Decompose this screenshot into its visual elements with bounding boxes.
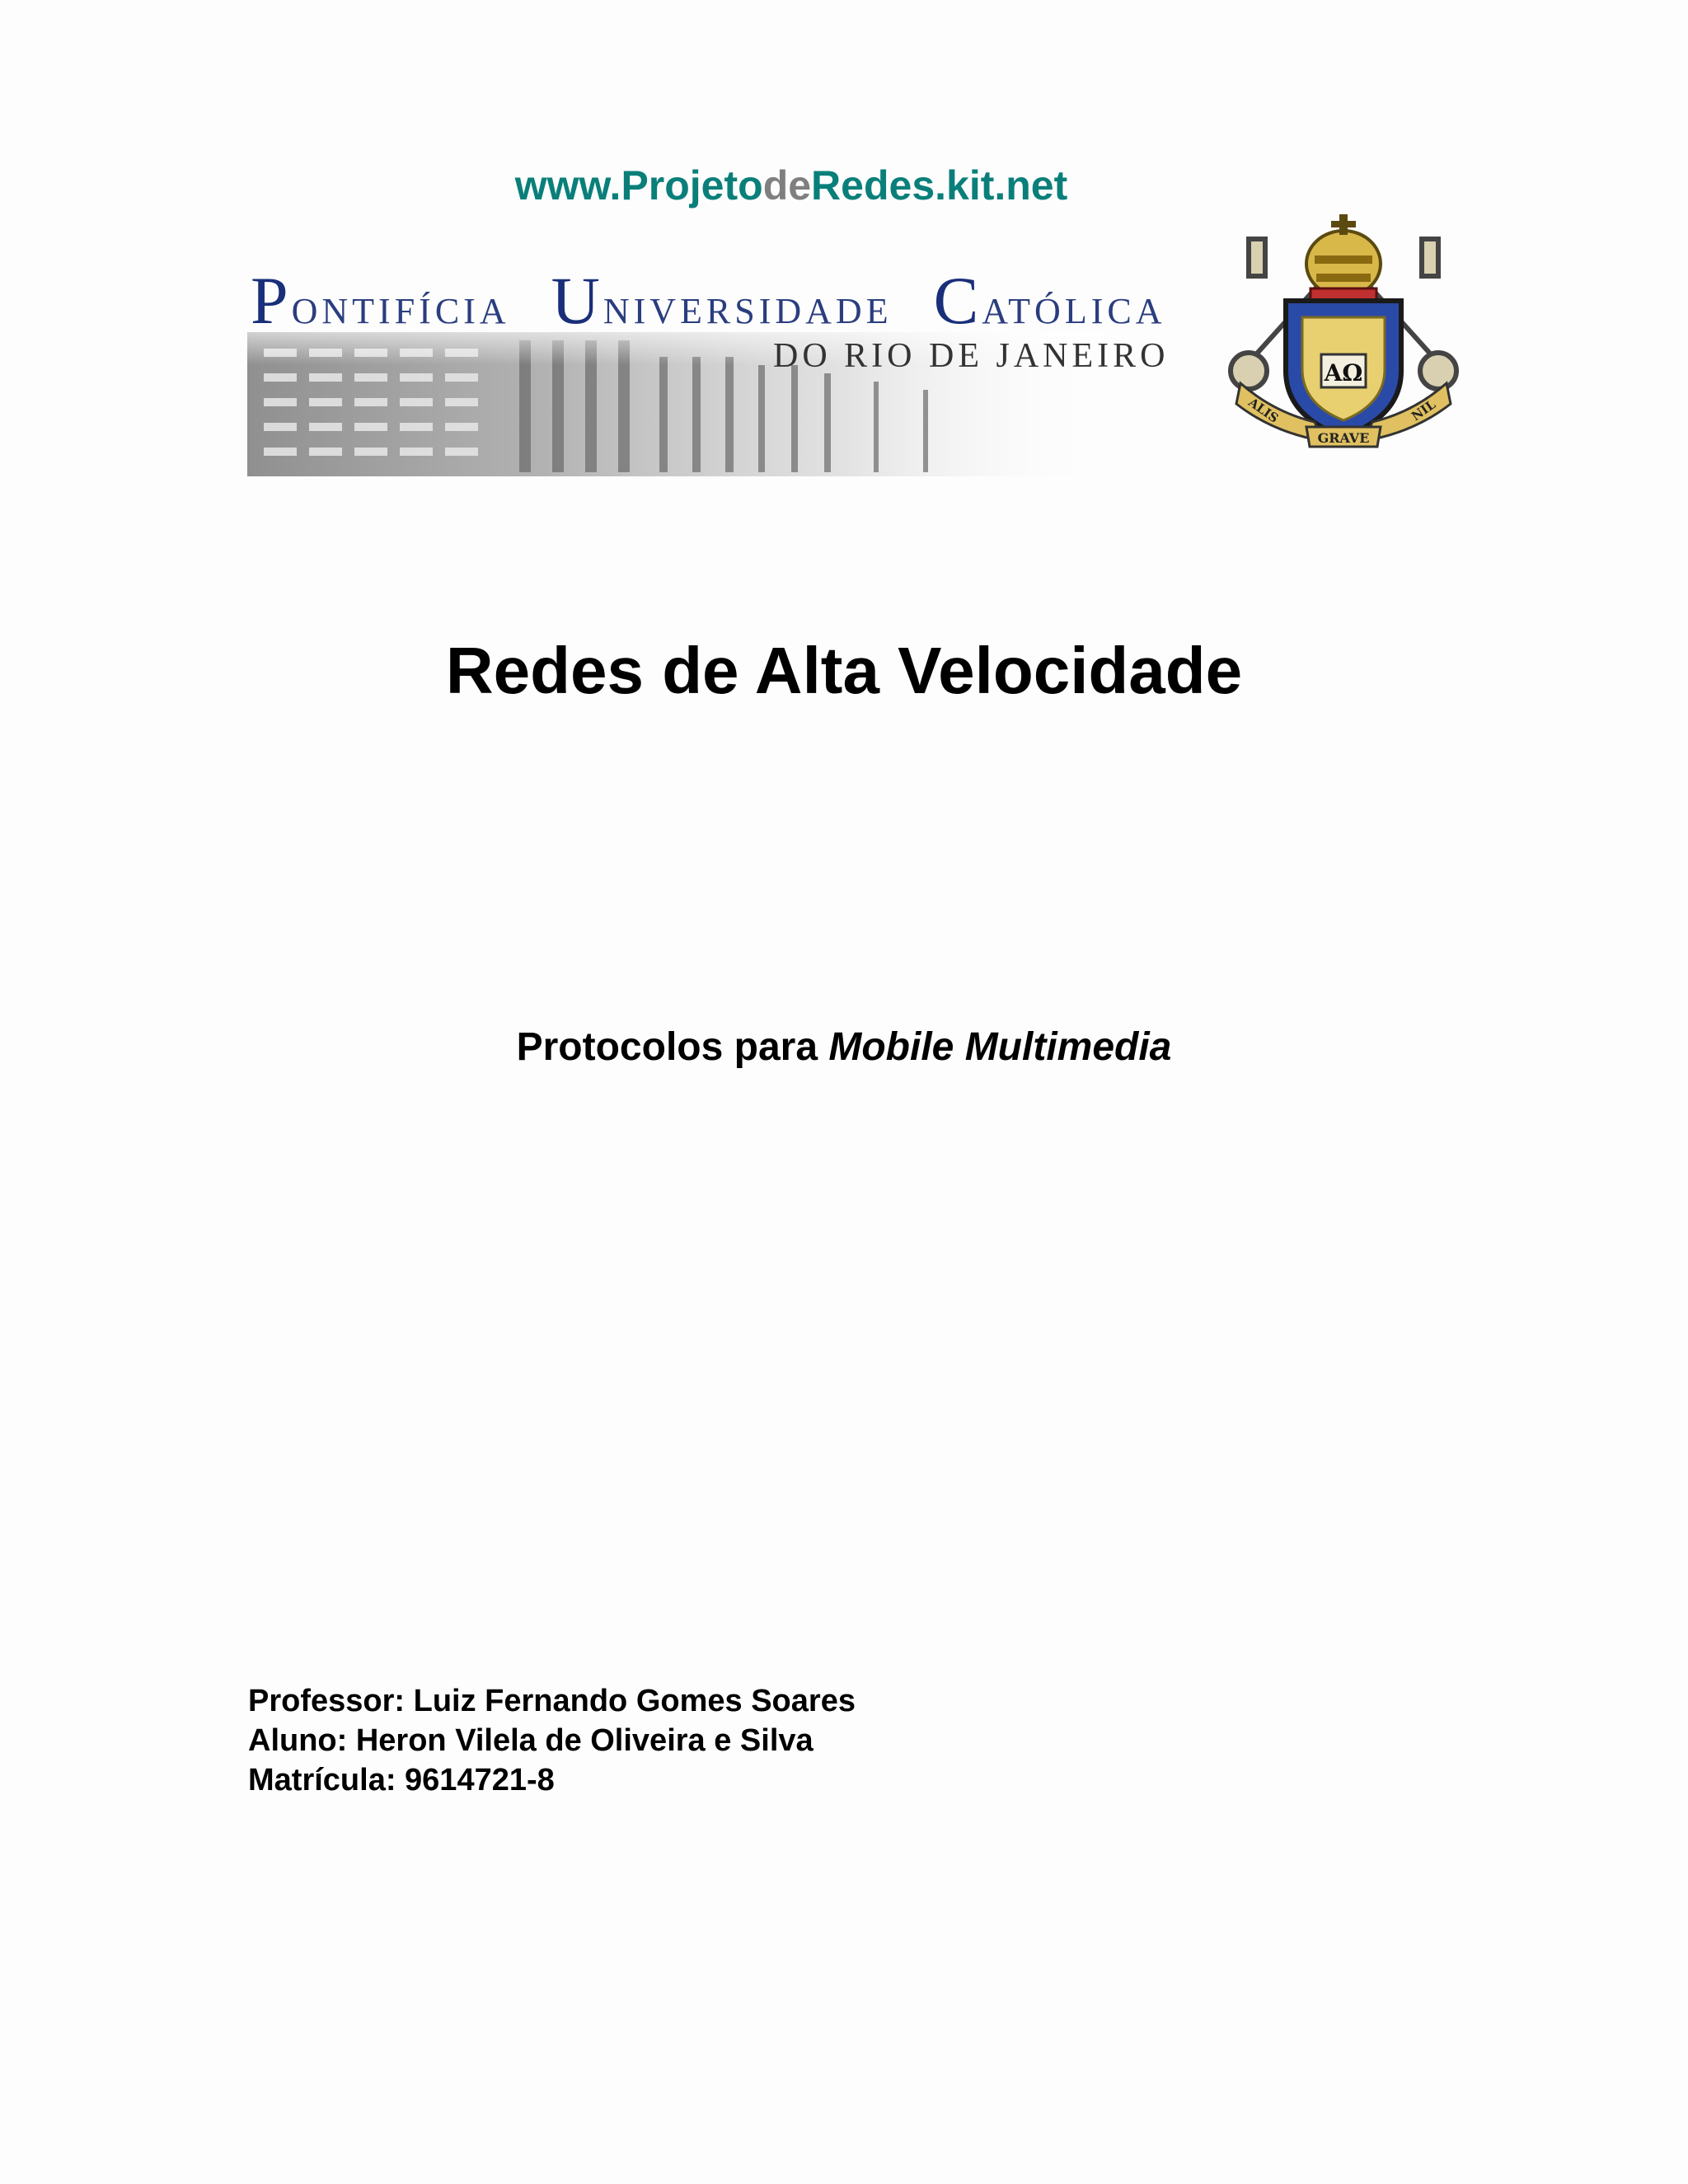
subtitle-italic: Mobile Multimedia [828, 1025, 1172, 1069]
site-url [0, 162, 1582, 209]
registration-line: Matrícula: 9614721-8 [248, 1763, 555, 1797]
document-subtitle [0, 1024, 1688, 1070]
site-url-prefix: www.Projeto [514, 162, 763, 209]
pontificia-rest: ONTIFÍCIA [291, 291, 510, 331]
motto-right: NIL [1409, 396, 1439, 424]
university-crest-icon [1224, 206, 1463, 453]
university-name [251, 262, 1165, 340]
document-title: Redes de Alta Velocidade [445, 634, 1243, 707]
universidade-initial: U [551, 263, 603, 338]
motto-left: ALIS [1245, 395, 1282, 426]
site-url-suffix: Redes.kit.net [811, 162, 1068, 209]
university-location: DO RIO DE JANEIRO [773, 337, 1170, 375]
student-line: Aluno: Heron Vilela de Oliveira e Silva [248, 1723, 814, 1758]
catolica-rest: ATÓLICA [982, 291, 1166, 331]
motto-center: GRAVE [1317, 430, 1370, 446]
crest-letters: ΑΩ [1324, 359, 1363, 387]
universidade-rest: NIVERSIDADE [603, 291, 893, 331]
author-info [248, 1681, 856, 1800]
catolica-initial: C [933, 263, 982, 338]
pontificia-initial: P [251, 263, 292, 338]
professor-line: Professor: Luiz Fernando Gomes Soares [248, 1684, 856, 1718]
site-url-accent: de [762, 162, 812, 209]
university-banner [247, 262, 1203, 476]
subtitle-prefix: Protocolos para [516, 1025, 829, 1069]
